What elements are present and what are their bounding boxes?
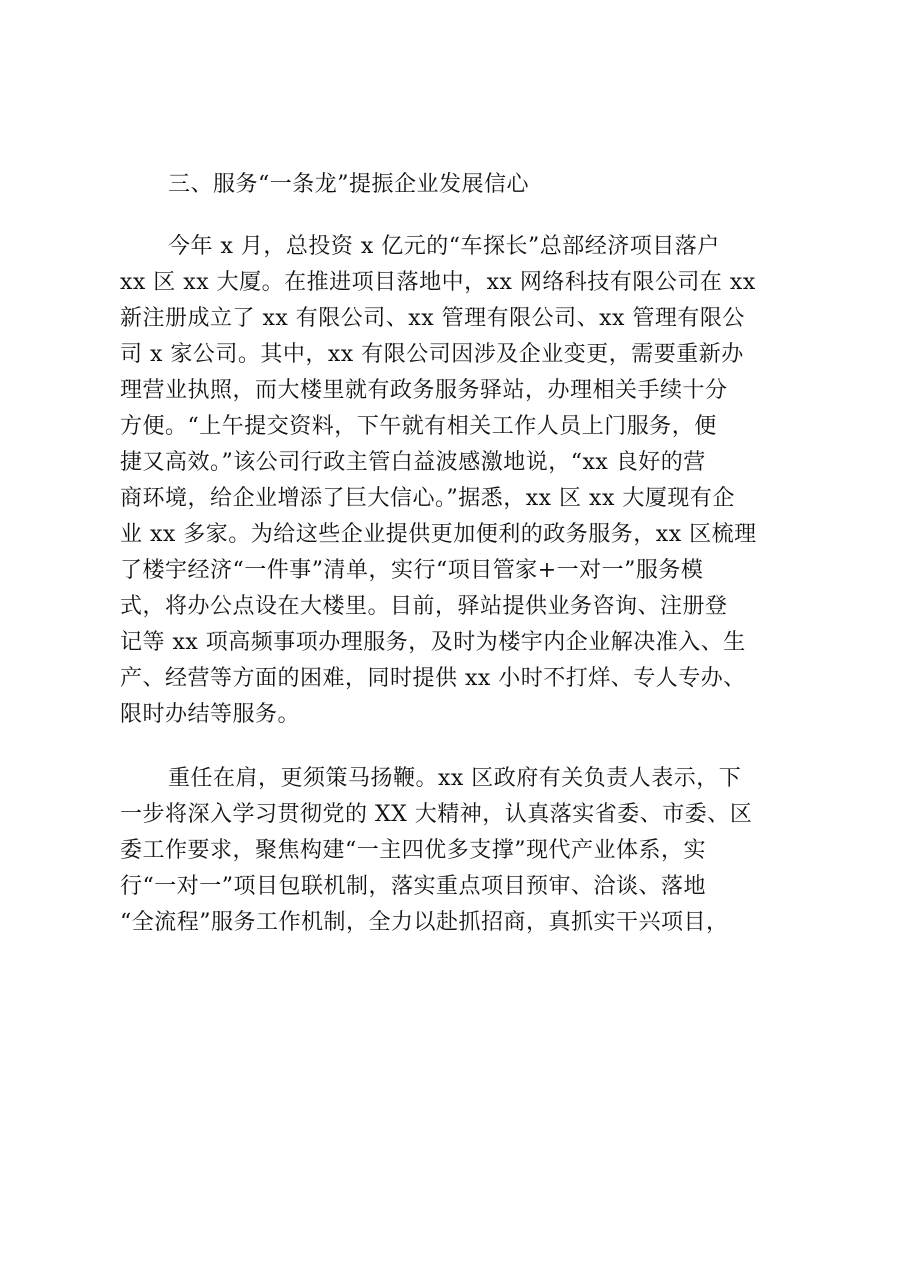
paragraph-1-line: 产、经营等方面的困难，同时提供 xx 小时不打烊、专人专办、 [120,666,746,691]
paragraph-1-line: 新注册成立了 xx 有限公司、xx 管理有限公司、xx 管理有限公 [120,306,745,331]
paragraph-1-line: 方便。“上午提交资料，下午就有相关工作人员上门服务，便 [120,414,717,439]
paragraph-2-line: 一步将深入学习贯彻党的 XX 大精神，认真落实省委、市委、区 [120,802,753,827]
section-heading: 三、服务“一条龙”提振企业发展信心 [168,172,529,197]
paragraph-2-line: 委工作要求，聚焦构建“一主四优多支撑”现代产业体系，实 [120,838,706,863]
paragraph-1-line: 限时办结等服务。 [120,702,301,727]
paragraph-2-line: 行“一对一”项目包联机制，落实重点项目预审、洽谈、落地 [120,874,706,899]
paragraph-1-line: 今年 x 月，总投资 x 亿元的“车探长”总部经济项目落户 [168,234,720,259]
paragraph-2-line: 重任在肩，更须策马扬鞭。xx 区政府有关负责人表示，下 [168,766,742,791]
paragraph-1-line: xx 区 xx 大厦。在推进项目落地中，xx 网络科技有限公司在 xx [120,270,756,295]
paragraph-1-line: 理营业执照，而大楼里就有政务服务驿站，办理相关手续十分 [120,378,728,403]
paragraph-1-line: 式，将办公点设在大楼里。目前，驿站提供业务咨询、注册登 [120,594,728,619]
paragraph-1-line: 捷又高效。”该公司行政主管白益波感激地说，“xx 良好的营 [120,450,706,475]
paragraph-1-line: 记等 xx 项高频事项办理服务，及时为楼宇内企业解决准入、生 [120,630,746,655]
paragraph-1-line: 司 x 家公司。其中，xx 有限公司因涉及企业变更，需要重新办 [120,342,744,367]
paragraph-1-line: 业 xx 多家。为给这些企业提供更加便利的政务服务，xx 区梳理 [120,522,757,547]
paragraph-2-line: “全流程”服务工作机制，全力以赴抓招商，真抓实干兴项目， [120,910,729,935]
paragraph-1-line: 商环境，给企业增添了巨大信心。”据悉，xx 区 xx 大厦现有企 [120,486,735,511]
paragraph-1-line: 了楼宇经济“一件事”清单，实行“项目管家+一对一”服务模 [120,558,704,583]
